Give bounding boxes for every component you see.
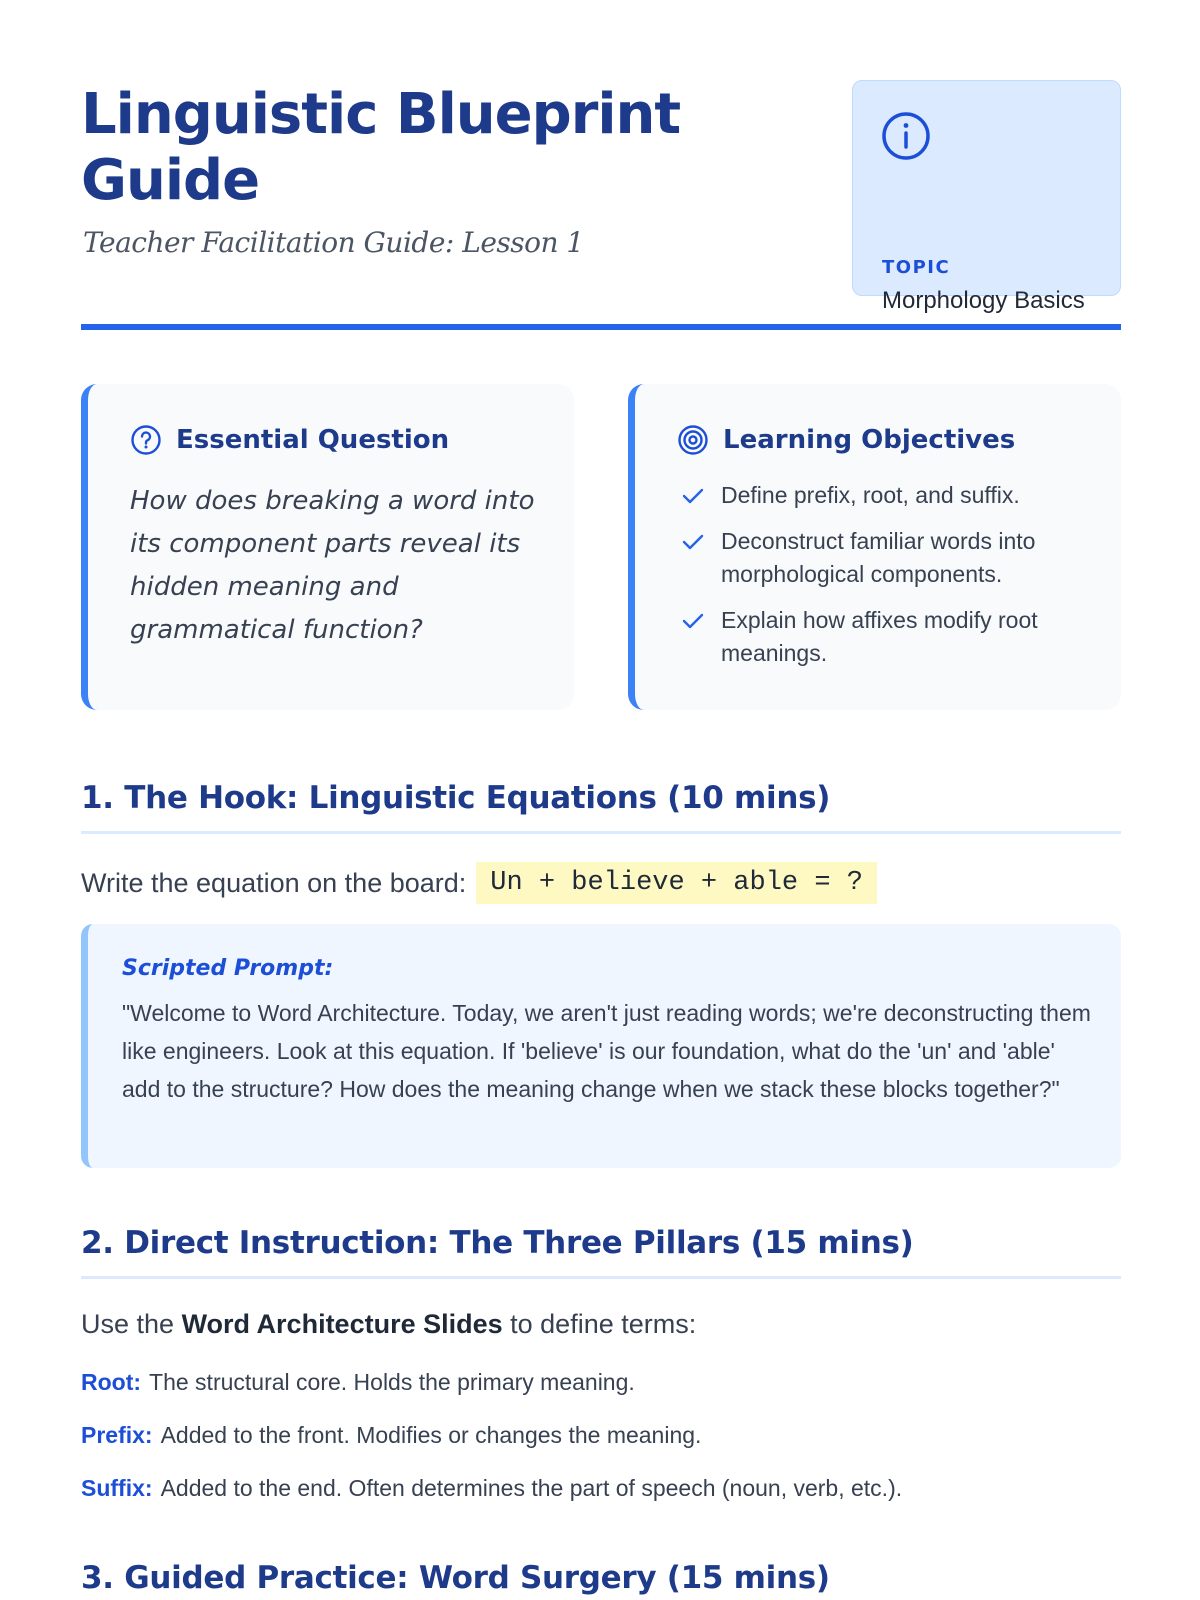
topic-card — [852, 80, 1121, 314]
objective-item — [681, 604, 1091, 670]
objective-text: Define prefix, root, and suffix. — [721, 482, 1020, 508]
term-name: Root: — [81, 1369, 142, 1395]
term-definition: The structural core. Holds the primary meaning. — [149, 1369, 635, 1395]
section-1-title: 1. The Hook: Linguistic Equations (10 mins) — [81, 780, 831, 816]
topic-value: Morphology Basics — [882, 287, 1085, 314]
term-prefix — [81, 1422, 701, 1449]
objective-item — [681, 479, 1091, 512]
target-icon — [677, 424, 709, 456]
slides-name: Word Architecture Slides — [181, 1309, 503, 1339]
learning-objectives-title: Learning Objectives — [723, 425, 1016, 455]
instruction-before: Use the — [81, 1309, 182, 1339]
section-2-title: 2. Direct Instruction: The Three Pillars (15 mins) — [81, 1225, 914, 1261]
essential-question-title: Essential Question — [176, 425, 450, 455]
section-1-divider — [81, 831, 1121, 834]
equation-line — [81, 862, 877, 904]
scripted-prompt-label: Scripted Prompt: — [122, 956, 334, 981]
section-2-divider — [81, 1276, 1121, 1279]
term-name: Prefix: — [81, 1422, 153, 1448]
section-3-title: 3. Guided Practice: Word Surgery (15 mins) — [81, 1560, 830, 1596]
objective-text: Deconstruct familiar words into morphological components. — [721, 528, 1036, 587]
page-subtitle: Teacher Facilitation Guide: Lesson 1 — [83, 226, 584, 259]
header-divider — [81, 324, 1121, 330]
instruction-after: to define terms: — [502, 1309, 697, 1339]
lesson-guide-page — [81, 0, 1121, 1596]
term-root — [81, 1369, 635, 1396]
essential-question-text: How does breaking a word into its component parts reveal its hidden meaning and grammatical function? — [130, 486, 535, 645]
term-name: Suffix: — [81, 1475, 153, 1501]
term-definition: Added to the front. Modifies or changes the meaning. — [160, 1422, 702, 1448]
check-icon — [681, 531, 705, 553]
check-icon — [681, 485, 705, 507]
scripted-prompt-box — [81, 924, 1121, 1168]
question-circle-icon — [130, 424, 162, 456]
objectives-list — [681, 479, 1091, 683]
term-definition: Added to the end. Often determines the part of speech (noun, verb, etc.). — [160, 1475, 903, 1501]
equation-code: Un + believe + able = ? — [476, 862, 877, 904]
topic-label: TOPIC — [882, 257, 951, 278]
check-icon — [681, 610, 705, 632]
term-suffix — [81, 1475, 902, 1502]
instruction-line — [81, 1309, 696, 1340]
essential-question-header — [130, 424, 449, 456]
page-header — [81, 0, 1121, 332]
scripted-prompt-text: "Welcome to Word Architecture. Today, we aren't just reading words; we're deconstructing them like engineers. Look at this equation. If 'believe' is our foundation, what do the 'un' and 'able' add to the structure? How does the meaning change when we stack these blocks together?" — [122, 1000, 1091, 1102]
essential-question-card — [81, 384, 574, 710]
equation-intro: Write the equation on the board: — [81, 867, 467, 898]
learning-objectives-card — [628, 384, 1121, 710]
page-title: Linguistic Blueprint Guide — [81, 82, 681, 213]
learning-objectives-header — [677, 424, 1015, 456]
objective-text: Explain how affixes modify root meanings. — [721, 607, 1038, 666]
objective-item — [681, 525, 1091, 591]
info-icon — [881, 111, 931, 161]
